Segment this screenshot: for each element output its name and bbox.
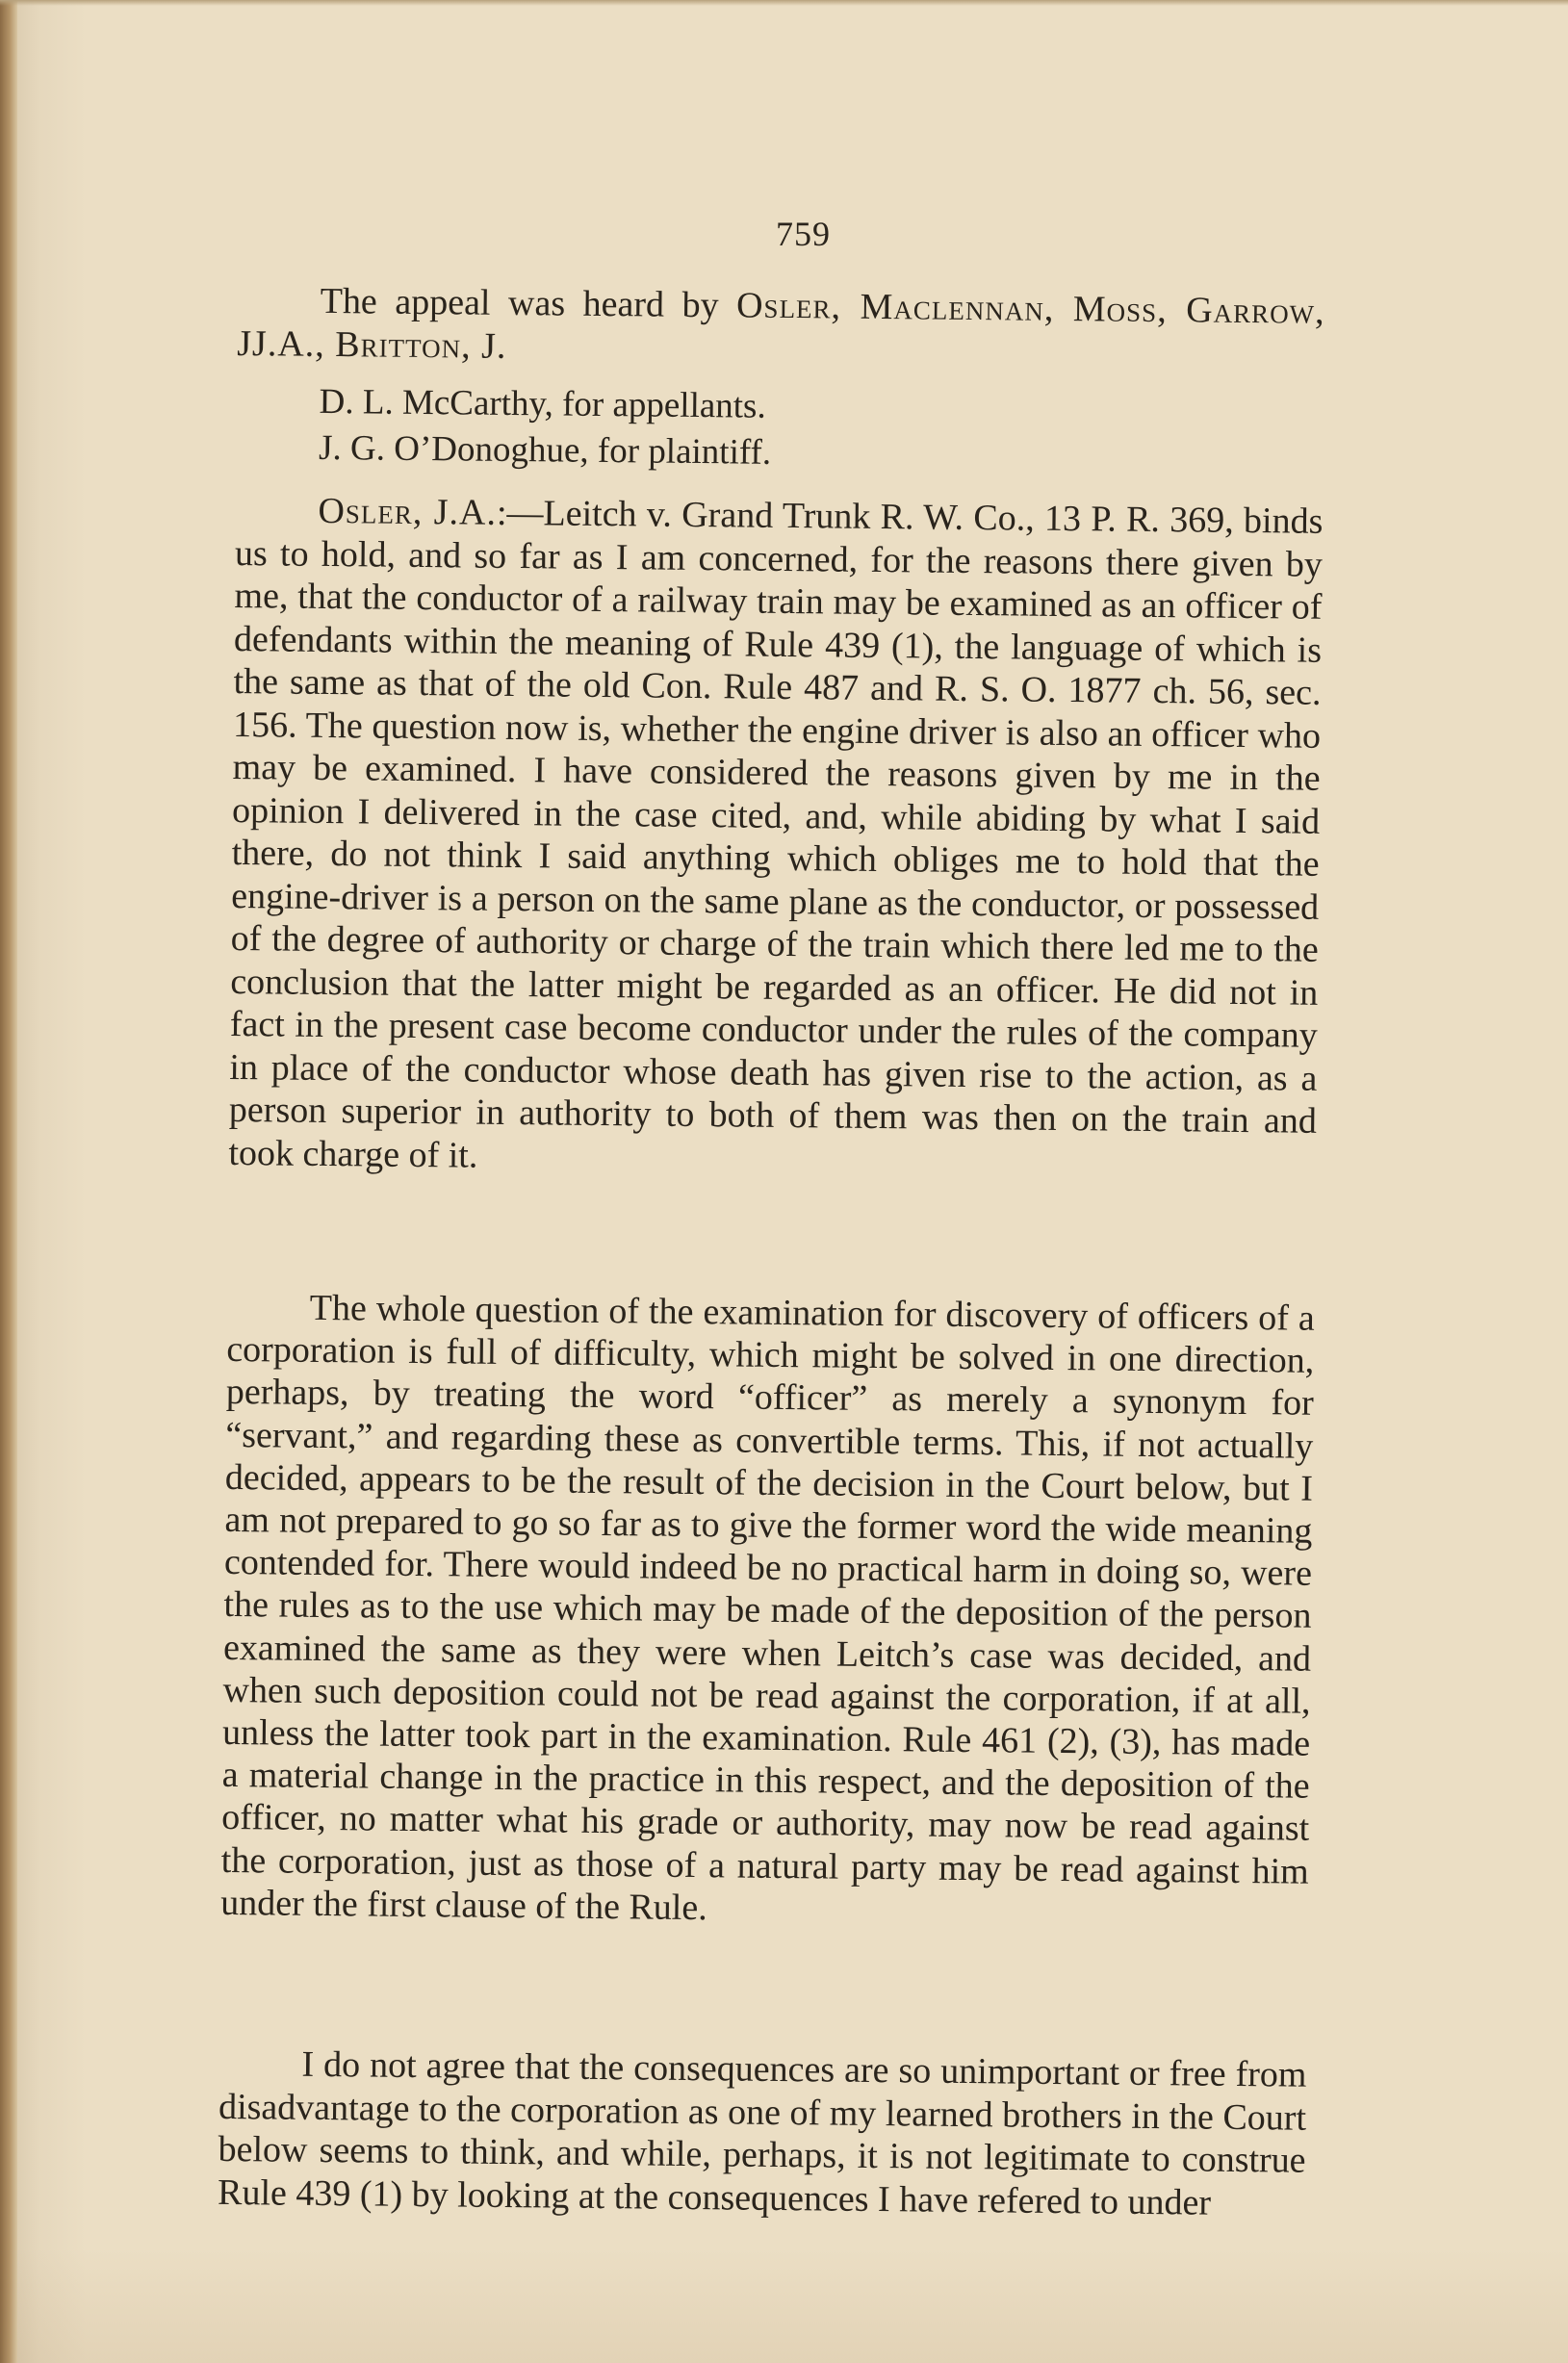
counsel-plaintiff: J. G. O’Donoghue, for plaintiff. — [318, 427, 772, 473]
counsel-appellants: D. L. McCarthy, for appellants. — [319, 381, 766, 426]
top-edge-shadow — [0, 0, 1568, 6]
judge-lead: Osler, J.A. — [318, 490, 498, 533]
opinion-paragraph-2 — [220, 1286, 1315, 1936]
judges-list: Osler, Maclennan, Moss, Garrow, JJ.A., Britton, J. — [237, 285, 1325, 367]
opinion-paragraph-3 — [218, 2042, 1307, 2225]
opinion-paragraph-1 — [228, 489, 1323, 1186]
paragraph-text: :—Leitch v. Grand Trunk R. W. Co., 13 P. R. 369, binds us to hold, and so far as I am concerned, for the reasons there given by me, that the conductor of a railway train may be examined as an officer of defendants within the meaning of Rule 439 (1), the language of which is the same as that of the old Con. Rule 487 and R. S. O. 1877 ch. 56, sec. 156. The question now is, whether the engine driver is also an officer who may be examined. I have considered the reasons given by me in the opinion I delivered in the case cited, and, while abiding by what I said there, do not think I said anything which obliges me to hold that the engine-driver is a person on the same plane as the conductor, or possessed of the degree of authority or charge of the train which there led me to the conclusion that the latter might be regarded as an officer. He did not in fact in the present case become conductor under the rules of the company in place of the conductor whose death has given rise to the action, as a person superior in authority to both of them was then on the train and took charge of it. — [228, 492, 1324, 1176]
heard-paragraph — [237, 279, 1325, 377]
heard-prefix: The appeal was heard by — [320, 280, 719, 326]
paragraph-text: I do not agree that the consequences are so unimportant or free from disadvantage to the corporation as one of my learned brothers in the Court below seems to think, and while, perhaps, it is not legitimate to construe Rule 439 (1) by looking at the consequences I have refered to under — [217, 2043, 1307, 2223]
binding-edge — [0, 0, 17, 2363]
paragraph-text: The whole question of the examination for discovery of officers of a corporation is full of difficulty, which might be solved in one direction, perhaps, by treating the word “officer” as merely a synonym for “servant,” and regarding these as convertible terms. This, if not actually decided, appears to be the result of the decision in the Court below, but I am not prepared to go so far as to give the former word the wide meaning contended for. There would indeed be no practical harm in doing so, were the rules as to the use which may be made of the deposition of the person examined the same as they were when Leitch’s case was decided, and when such deposition could not be read against the corporation, if at all, unless the latter took part in the examination. Rule 461 (2), (3), has made a material change in the practice in this respect, and the deposition of the officer, no matter what his grade or authority, may now be read against the corporation, just as those of a natural party may be read against him under the first clause of the Rule. — [220, 1287, 1315, 1929]
page-number: 759 — [776, 215, 831, 253]
